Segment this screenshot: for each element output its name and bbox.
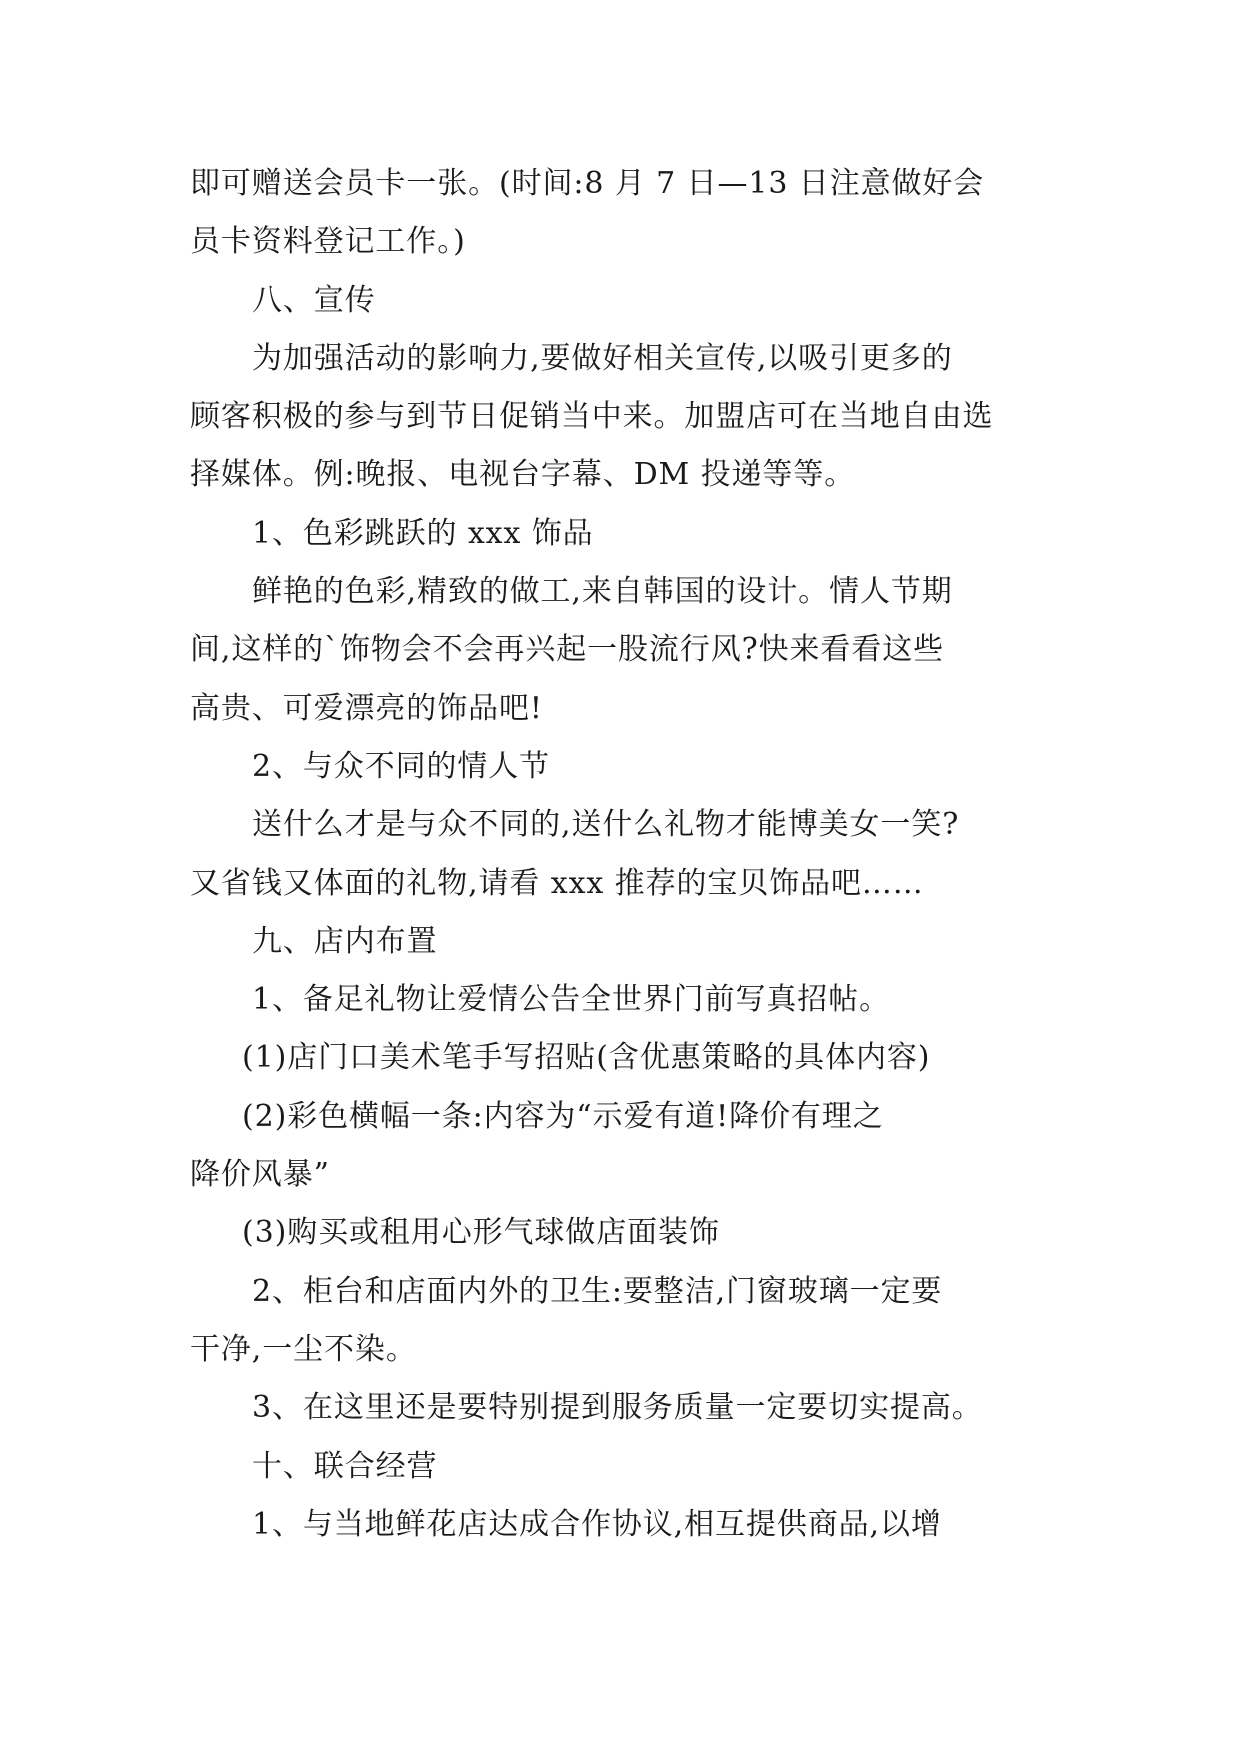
subsection-heading: 1、色彩跳跃的 xxx 饰品 <box>252 515 594 551</box>
text-line: 即可赠送会员卡一张。(时间:8 月 7 日—13 日注意做好会 <box>190 166 985 201</box>
text-line: 又省钱又体面的礼物,请看 xxx 推荐的宝贝饰品吧…… <box>190 865 924 901</box>
section-heading-store-layout: 九、店内布置 <box>252 923 438 959</box>
text-line: 顾客积极的参与到节日促销当中来。加盟店可在当地自由选 <box>190 399 994 435</box>
text-line: 干净,一尘不染。 <box>190 1331 417 1367</box>
text-line: 为加强活动的影响力,要做好相关宣传,以吸引更多的 <box>252 340 953 376</box>
list-item: 3、在这里还是要特别提到服务质量一定要切实提高。 <box>252 1390 983 1426</box>
text-line: 高贵、可爱漂亮的饰品吧! <box>190 690 543 726</box>
text-line: 降价风暴” <box>190 1157 330 1193</box>
text-line: 鲜艳的色彩,精致的做工,来自韩国的设计。情人节期 <box>252 574 953 610</box>
text-line: 员卡资料登记工作。) <box>190 224 466 260</box>
list-item: 1、备足礼物让爱情公告全世界门前写真招帖。 <box>252 982 890 1018</box>
text-line: 间,这样的`饰物会不会再兴起一股流行风?快来看看这些 <box>190 632 945 668</box>
list-item: (1)店门口美术笔手写招贴(含优惠策略的具体内容) <box>242 1040 931 1076</box>
text-line: 送什么才是与众不同的,送什么礼物才能博美女一笑? <box>252 807 960 843</box>
list-item: (3)购买或租用心形气球做店面装饰 <box>242 1215 720 1251</box>
section-heading-joint-operation: 十、联合经营 <box>252 1448 438 1484</box>
section-heading-publicity: 八、宣传 <box>252 282 376 318</box>
document-body <box>190 155 1050 1554</box>
list-item: 1、与当地鲜花店达成合作协议,相互提供商品,以增 <box>252 1506 942 1542</box>
text-line: 择媒体。例:晚报、电视台字幕、DM 投递等等。 <box>190 457 856 493</box>
list-item: (2)彩色横幅一条:内容为“示爱有道!降价有理之 <box>242 1098 884 1134</box>
subsection-heading: 2、与众不同的情人节 <box>252 748 551 784</box>
list-item: 2、柜台和店面内外的卫生:要整洁,门窗玻璃一定要 <box>252 1273 943 1309</box>
